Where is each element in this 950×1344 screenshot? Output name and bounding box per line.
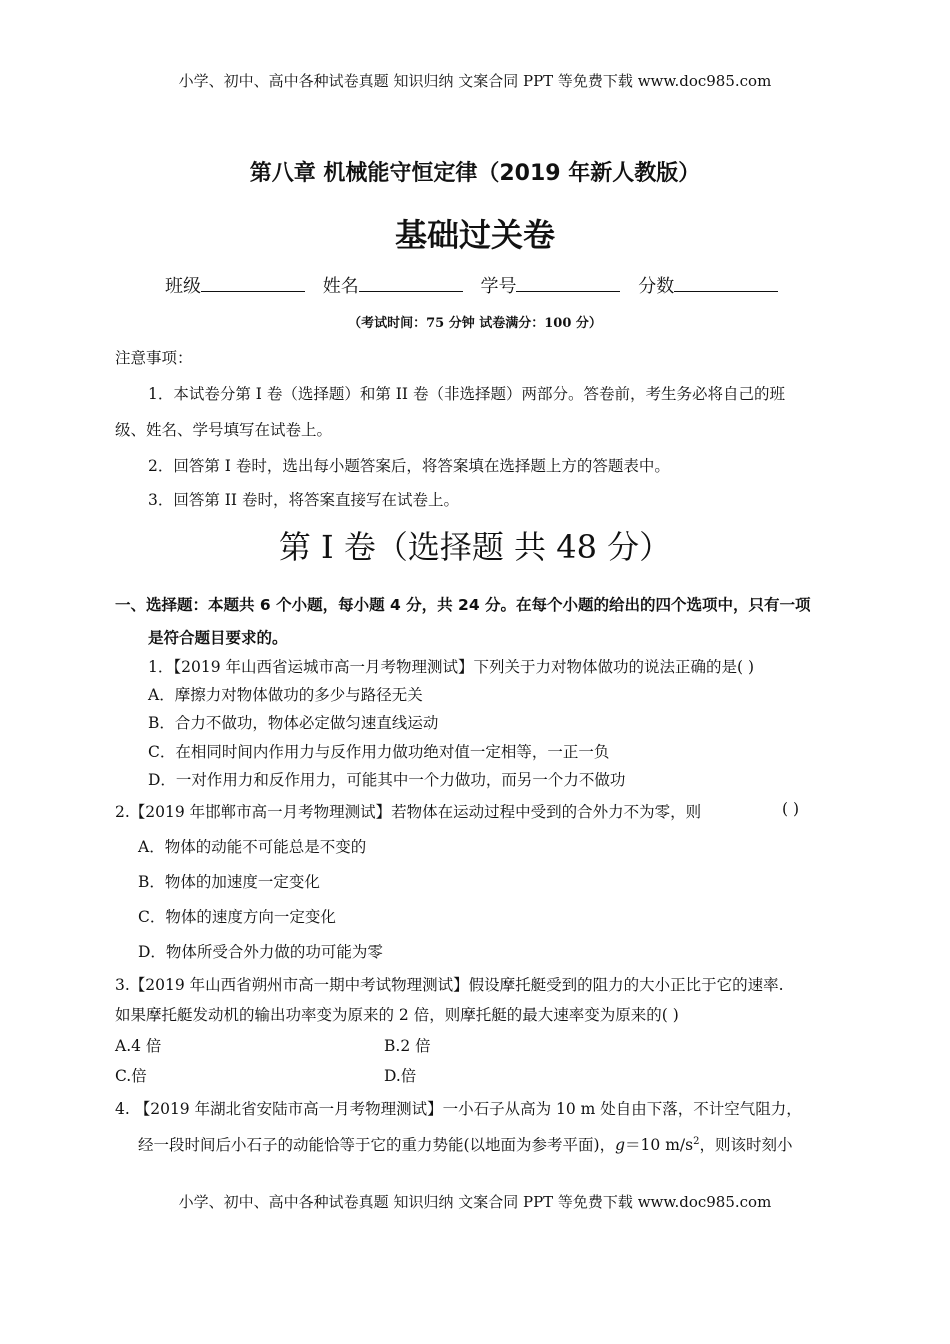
q3-option-b: B.2 倍 [384, 1037, 431, 1055]
page-footer: 小学、初中、高中各种试卷真题 知识归纳 文案合同 PPT 等免费下载 www.doc985.com [178, 1193, 772, 1211]
q2-option-a: A．物体的动能不可能总是不变的 [138, 838, 367, 856]
student-fields [165, 272, 790, 298]
q1-option-d: D．一对作用力和反作用力，可能其中一个力做功，而另一个力不做功 [148, 771, 626, 789]
q1-option-b: B．合力不做功，物体必定做匀速直线运动 [148, 714, 439, 732]
section-title: 第 I 卷（选择题 共 48 分） [278, 528, 672, 566]
note-3: 3．回答第 II 卷时，将答案直接写在试卷上。 [148, 491, 459, 509]
q4-exponent: 2 [693, 1135, 700, 1147]
name-blank[interactable] [359, 275, 463, 292]
q3-option-a: A.4 倍 [115, 1037, 162, 1055]
q4-stem-line-2 [138, 1133, 792, 1155]
q1-stem: 1．【2019 年山西省运城市高一月考物理测试】下列关于力对物体做功的说法正确的是( ) [148, 658, 755, 676]
note-2: 2．回答第 I 卷时，选出每小题答案后，将答案填在选择题上方的答题表中。 [148, 457, 670, 475]
q2-option-c: C．物体的速度方向一定变化 [138, 908, 336, 926]
q2-answer-paren: ( ) [782, 800, 800, 818]
score-blank[interactable] [674, 275, 778, 292]
number-label: 学号 [480, 276, 517, 297]
q2-stem: 2.【2019 年邯郸市高一月考物理测试】若物体在运动过程中受到的合外力不为零，则 [115, 803, 702, 821]
number-blank[interactable] [516, 275, 620, 292]
q4-g-symbol: g [615, 1136, 626, 1154]
class-blank[interactable] [201, 275, 305, 292]
notes-heading: 注意事项： [115, 349, 193, 367]
q1-option-c: C．在相同时间内作用力与反作用力做功绝对值一定相等，一正一负 [148, 743, 610, 761]
q3-stem-line-2: 如果摩托艇发动机的输出功率变为原来的 2 倍，则摩托艇的最大速率变为原来的( ) [115, 1006, 679, 1024]
q2-option-b: B．物体的加速度一定变化 [138, 873, 320, 891]
q1-option-a: A．摩擦力对物体做功的多少与路径无关 [148, 686, 423, 704]
q4-line2-part-a: 经一段时间后小石子的动能恰等于它的重力势能(以地面为参考平面)， [138, 1136, 616, 1154]
q4-line2-part-b: ＝10 m/s [625, 1136, 694, 1154]
q3-option-c: C.倍 [115, 1067, 147, 1085]
q4-line2-part-c: ，则该时刻小 [699, 1136, 793, 1154]
note-1-line-1: 1．本试卷分第 I 卷（选择题）和第 II 卷（非选择题）两部分。答卷前，考生务必将自己的班 [148, 385, 785, 403]
q2-option-d: D．物体所受合外力做的功可能为零 [138, 943, 383, 961]
page-header: 小学、初中、高中各种试卷真题 知识归纳 文案合同 PPT 等免费下载 www.doc985.com [178, 72, 772, 90]
score-label: 分数 [638, 276, 675, 297]
exam-info: （考试时间：75 分钟 试卷满分：100 分） [348, 316, 602, 331]
q3-stem-line-1: 3.【2019 年山西省朔州市高一期中考试物理测试】假设摩托艇受到的阻力的大小正比于它的速率. [115, 976, 784, 994]
class-label: 班级 [165, 276, 201, 297]
title-exam: 基础过关卷 [394, 216, 555, 254]
part1-instructions-line-2: 是符合题目要求的。 [148, 629, 288, 647]
q3-option-d: D.倍 [384, 1067, 417, 1085]
part1-instructions-line-1: 一、选择题：本题共 6 个小题，每小题 4 分，共 24 分。在每个小题的给出的四个选项中，只有一项 [115, 596, 811, 614]
q4-stem-line-1: 4. 【2019 年湖北省安陆市高一月考物理测试】一小石子从高为 10 m 处自由下落，不计空气阻力， [115, 1100, 802, 1118]
note-1-line-2: 级、姓名、学号填写在试卷上。 [115, 421, 333, 439]
name-label: 姓名 [322, 276, 359, 297]
title-chapter: 第八章 机械能守恒定律（2019 年新人教版） [249, 161, 701, 186]
